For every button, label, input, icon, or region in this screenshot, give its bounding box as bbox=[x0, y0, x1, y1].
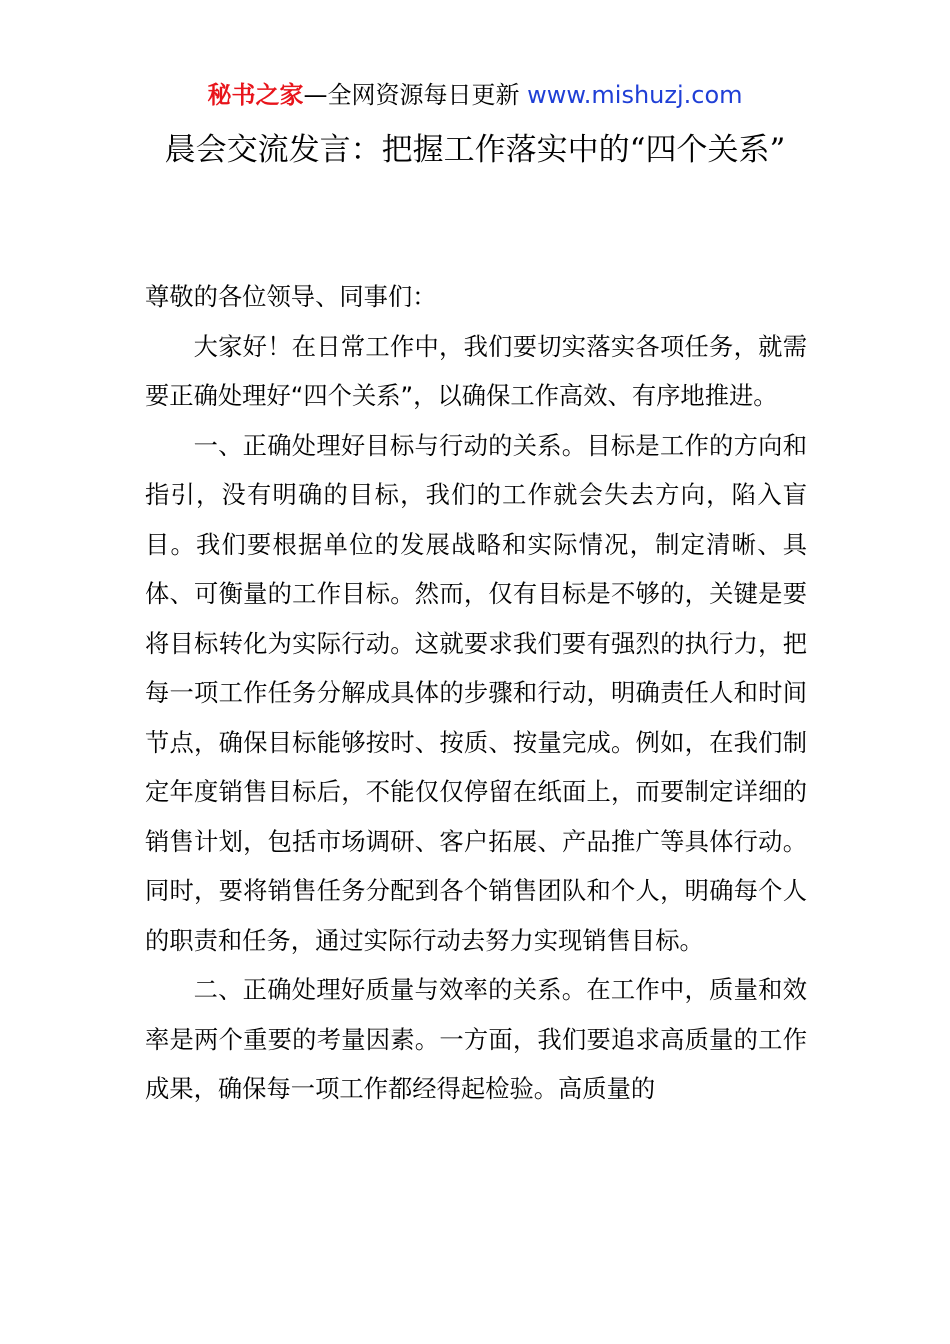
site-slogan: —全网资源每日更新 bbox=[303, 81, 520, 109]
salutation: 尊敬的各位领导、同事们： bbox=[145, 282, 437, 311]
site-brand: 秘书之家 bbox=[207, 81, 304, 109]
paragraph-section-1: 一、正确处理好目标与行动的关系。目标是工作的方向和指引，没有明确的目标，我们的工作就会失去方向，陷入盲目。我们要根据单位的发展战略和实际情况，制定清晰、具体、可衡量的工作目标。然而，仅有目标是不够的，关键是要将目标转化为实际行动。这就要求我们要有强烈的执行力，把每一项工作任务分解成具体的步骤和行动，明确责任人和时间节点，确保目标能够按时、按质、按量完成。例如，在我们制定年度销售目标后，不能仅仅停留在纸面上，而要制定详细的销售计划，包括市场调研、客户拓展、产品推广等具体行动。同时，要将销售任务分配到各个销售团队和个人，明确每个人的职责和任务，通过实际行动去努力实现销售目标。 bbox=[145, 430, 807, 955]
paragraph-section-2: 二、正确处理好质量与效率的关系。在工作中，质量和效率是两个重要的考量因素。一方面，我们要追求高质量的工作成果，确保每一项工作都经得起检验。高质量的 bbox=[145, 975, 807, 1103]
site-url-link[interactable]: www.mishuzj.com bbox=[527, 81, 743, 109]
document-body bbox=[145, 272, 807, 1114]
site-header bbox=[0, 78, 950, 112]
paragraph-intro: 大家好！在日常工作中，我们要切实落实各项任务，就需要正确处理好“四个关系”，以确保工作高效、有序地推进。 bbox=[145, 331, 807, 410]
document-title: 晨会交流发言：把握工作落实中的“四个关系” bbox=[164, 132, 786, 168]
